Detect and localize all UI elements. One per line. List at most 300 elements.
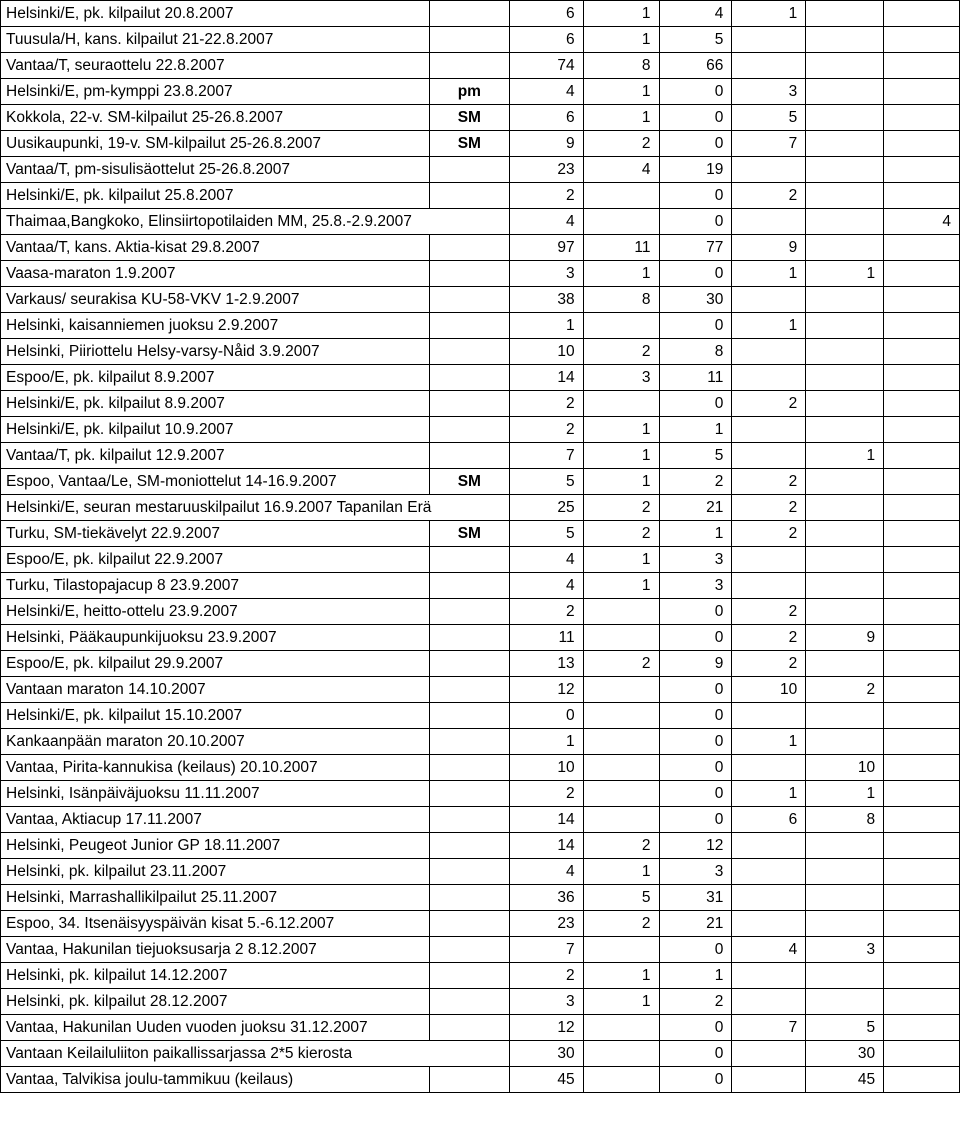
count-cell-e[interactable] (806, 183, 884, 209)
event-name-cell[interactable]: Helsinki/E, pk. kilpailut 15.10.2007 (1, 703, 430, 729)
count-cell-d[interactable]: 1 (732, 729, 806, 755)
count-cell-f[interactable] (884, 79, 960, 105)
count-cell-b[interactable] (583, 1067, 659, 1093)
count-cell-f[interactable] (884, 339, 960, 365)
championship-tag-cell[interactable] (429, 781, 509, 807)
championship-tag-cell[interactable] (429, 573, 509, 599)
count-cell-d[interactable]: 1 (732, 781, 806, 807)
championship-tag-cell[interactable] (429, 963, 509, 989)
event-name-cell[interactable]: Kokkola, 22-v. SM-kilpailut 25-26.8.2007 (1, 105, 430, 131)
count-cell-f[interactable] (884, 1067, 960, 1093)
count-cell-a[interactable]: 38 (509, 287, 583, 313)
count-cell-f[interactable] (884, 989, 960, 1015)
count-cell-d[interactable]: 2 (732, 521, 806, 547)
count-cell-c[interactable]: 0 (659, 105, 732, 131)
count-cell-e[interactable] (806, 729, 884, 755)
count-cell-c[interactable]: 0 (659, 209, 732, 235)
count-cell-a[interactable]: 14 (509, 807, 583, 833)
count-cell-f[interactable] (884, 391, 960, 417)
count-cell-c[interactable]: 2 (659, 469, 732, 495)
count-cell-b[interactable]: 1 (583, 443, 659, 469)
event-name-cell[interactable]: Helsinki, pk. kilpailut 14.12.2007 (1, 963, 430, 989)
count-cell-b[interactable]: 2 (583, 651, 659, 677)
count-cell-a[interactable]: 3 (509, 261, 583, 287)
event-name-cell[interactable]: Vantaa/T, kans. Aktia-kisat 29.8.2007 (1, 235, 430, 261)
count-cell-e[interactable] (806, 339, 884, 365)
count-cell-d[interactable] (732, 287, 806, 313)
count-cell-a[interactable]: 6 (509, 1, 583, 27)
count-cell-e[interactable] (806, 703, 884, 729)
count-cell-a[interactable]: 9 (509, 131, 583, 157)
count-cell-e[interactable] (806, 833, 884, 859)
count-cell-b[interactable] (583, 781, 659, 807)
count-cell-d[interactable] (732, 833, 806, 859)
count-cell-a[interactable]: 4 (509, 573, 583, 599)
count-cell-a[interactable]: 5 (509, 521, 583, 547)
championship-tag-cell[interactable] (429, 651, 509, 677)
count-cell-d[interactable] (732, 859, 806, 885)
count-cell-b[interactable]: 1 (583, 859, 659, 885)
count-cell-e[interactable]: 3 (806, 937, 884, 963)
count-cell-f[interactable] (884, 105, 960, 131)
championship-tag-cell[interactable] (429, 937, 509, 963)
count-cell-a[interactable]: 2 (509, 391, 583, 417)
count-cell-b[interactable] (583, 209, 659, 235)
count-cell-c[interactable]: 0 (659, 1015, 732, 1041)
championship-tag-cell[interactable] (429, 235, 509, 261)
event-name-cell[interactable]: Espoo/E, pk. kilpailut 29.9.2007 (1, 651, 430, 677)
event-name-cell[interactable]: Helsinki, pk. kilpailut 23.11.2007 (1, 859, 430, 885)
event-name-cell[interactable]: Espoo/E, pk. kilpailut 8.9.2007 (1, 365, 430, 391)
count-cell-d[interactable]: 4 (732, 937, 806, 963)
championship-tag-cell[interactable] (429, 547, 509, 573)
count-cell-d[interactable] (732, 209, 806, 235)
championship-tag-cell[interactable] (429, 1, 509, 27)
event-name-cell[interactable]: Helsinki/E, pk. kilpailut 10.9.2007 (1, 417, 430, 443)
count-cell-a[interactable]: 97 (509, 235, 583, 261)
count-cell-b[interactable] (583, 625, 659, 651)
count-cell-e[interactable] (806, 157, 884, 183)
count-cell-f[interactable] (884, 781, 960, 807)
count-cell-e[interactable] (806, 885, 884, 911)
count-cell-f[interactable] (884, 131, 960, 157)
event-name-cell[interactable]: Helsinki/E, pk. kilpailut 8.9.2007 (1, 391, 430, 417)
count-cell-c[interactable]: 0 (659, 937, 732, 963)
count-cell-c[interactable]: 0 (659, 183, 732, 209)
count-cell-a[interactable]: 7 (509, 937, 583, 963)
count-cell-f[interactable] (884, 755, 960, 781)
event-name-cell[interactable]: Helsinki/E, pm-kymppi 23.8.2007 (1, 79, 430, 105)
count-cell-e[interactable]: 8 (806, 807, 884, 833)
event-name-cell[interactable]: Vantaan maraton 14.10.2007 (1, 677, 430, 703)
count-cell-d[interactable]: 9 (732, 235, 806, 261)
championship-tag-cell[interactable] (429, 833, 509, 859)
count-cell-b[interactable]: 1 (583, 573, 659, 599)
count-cell-c[interactable]: 1 (659, 417, 732, 443)
championship-tag-cell[interactable] (429, 859, 509, 885)
count-cell-a[interactable]: 2 (509, 963, 583, 989)
count-cell-d[interactable] (732, 547, 806, 573)
count-cell-e[interactable] (806, 79, 884, 105)
count-cell-b[interactable]: 3 (583, 365, 659, 391)
championship-tag-cell[interactable] (429, 365, 509, 391)
count-cell-a[interactable]: 10 (509, 339, 583, 365)
count-cell-a[interactable]: 14 (509, 833, 583, 859)
count-cell-b[interactable]: 1 (583, 469, 659, 495)
count-cell-e[interactable] (806, 235, 884, 261)
count-cell-b[interactable]: 2 (583, 833, 659, 859)
count-cell-c[interactable]: 0 (659, 781, 732, 807)
count-cell-d[interactable]: 2 (732, 495, 806, 521)
count-cell-d[interactable] (732, 963, 806, 989)
count-cell-b[interactable] (583, 313, 659, 339)
count-cell-c[interactable]: 8 (659, 339, 732, 365)
championship-tag-cell[interactable] (429, 27, 509, 53)
count-cell-b[interactable]: 2 (583, 521, 659, 547)
count-cell-d[interactable] (732, 911, 806, 937)
count-cell-f[interactable] (884, 261, 960, 287)
count-cell-a[interactable]: 1 (509, 729, 583, 755)
championship-tag-cell[interactable]: SM (429, 469, 509, 495)
count-cell-f[interactable] (884, 703, 960, 729)
count-cell-d[interactable]: 7 (732, 1015, 806, 1041)
count-cell-e[interactable]: 5 (806, 1015, 884, 1041)
count-cell-e[interactable] (806, 313, 884, 339)
count-cell-b[interactable]: 1 (583, 27, 659, 53)
count-cell-f[interactable] (884, 885, 960, 911)
count-cell-f[interactable] (884, 235, 960, 261)
count-cell-f[interactable] (884, 365, 960, 391)
count-cell-a[interactable]: 11 (509, 625, 583, 651)
count-cell-e[interactable]: 30 (806, 1041, 884, 1067)
event-name-cell[interactable]: Helsinki/E, pk. kilpailut 20.8.2007 (1, 1, 430, 27)
count-cell-d[interactable] (732, 53, 806, 79)
event-name-cell[interactable]: Thaimaa,Bangkoko, Elinsiirtopotilaiden MM, 25.8.-2.9.2007 (1, 209, 510, 235)
count-cell-f[interactable] (884, 417, 960, 443)
count-cell-a[interactable]: 1 (509, 313, 583, 339)
count-cell-d[interactable] (732, 1041, 806, 1067)
count-cell-d[interactable] (732, 443, 806, 469)
event-name-cell[interactable]: Helsinki, Piiriottelu Helsy-varsy-Nåid 3.9.2007 (1, 339, 430, 365)
championship-tag-cell[interactable] (429, 53, 509, 79)
count-cell-d[interactable]: 2 (732, 183, 806, 209)
championship-tag-cell[interactable] (429, 391, 509, 417)
championship-tag-cell[interactable] (429, 625, 509, 651)
count-cell-d[interactable] (732, 989, 806, 1015)
count-cell-d[interactable] (732, 27, 806, 53)
count-cell-e[interactable] (806, 651, 884, 677)
count-cell-a[interactable]: 4 (509, 79, 583, 105)
count-cell-e[interactable] (806, 131, 884, 157)
count-cell-b[interactable]: 1 (583, 547, 659, 573)
count-cell-d[interactable] (732, 703, 806, 729)
count-cell-d[interactable] (732, 157, 806, 183)
count-cell-f[interactable] (884, 287, 960, 313)
count-cell-b[interactable]: 2 (583, 131, 659, 157)
event-name-cell[interactable]: Helsinki/E, pk. kilpailut 25.8.2007 (1, 183, 430, 209)
count-cell-f[interactable] (884, 547, 960, 573)
count-cell-e[interactable] (806, 859, 884, 885)
count-cell-d[interactable] (732, 1067, 806, 1093)
count-cell-c[interactable]: 0 (659, 1041, 732, 1067)
event-name-cell[interactable]: Uusikaupunki, 19-v. SM-kilpailut 25-26.8.2007 (1, 131, 430, 157)
championship-tag-cell[interactable] (429, 807, 509, 833)
count-cell-d[interactable]: 1 (732, 261, 806, 287)
count-cell-b[interactable]: 1 (583, 963, 659, 989)
count-cell-c[interactable]: 1 (659, 521, 732, 547)
count-cell-d[interactable]: 5 (732, 105, 806, 131)
count-cell-a[interactable]: 2 (509, 183, 583, 209)
count-cell-e[interactable] (806, 391, 884, 417)
count-cell-b[interactable] (583, 729, 659, 755)
count-cell-a[interactable]: 2 (509, 781, 583, 807)
count-cell-a[interactable]: 10 (509, 755, 583, 781)
count-cell-f[interactable] (884, 469, 960, 495)
event-name-cell[interactable]: Helsinki, Marrashallikilpailut 25.11.2007 (1, 885, 430, 911)
count-cell-d[interactable]: 2 (732, 625, 806, 651)
count-cell-e[interactable] (806, 1, 884, 27)
count-cell-f[interactable] (884, 183, 960, 209)
event-name-cell[interactable]: Vantaa, Hakunilan Uuden vuoden juoksu 31.12.2007 (1, 1015, 430, 1041)
count-cell-c[interactable]: 1 (659, 963, 732, 989)
event-name-cell[interactable]: Helsinki, Isänpäiväjuoksu 11.11.2007 (1, 781, 430, 807)
count-cell-b[interactable]: 8 (583, 53, 659, 79)
count-cell-a[interactable]: 5 (509, 469, 583, 495)
count-cell-e[interactable]: 9 (806, 625, 884, 651)
count-cell-d[interactable] (732, 573, 806, 599)
count-cell-a[interactable]: 23 (509, 157, 583, 183)
championship-tag-cell[interactable]: SM (429, 521, 509, 547)
count-cell-c[interactable]: 0 (659, 677, 732, 703)
count-cell-f[interactable] (884, 53, 960, 79)
count-cell-b[interactable]: 1 (583, 261, 659, 287)
count-cell-e[interactable] (806, 599, 884, 625)
event-name-cell[interactable]: Vantaan Keilailuliiton paikallissarjassa 2*5 kierosta (1, 1041, 510, 1067)
event-name-cell[interactable]: Varkaus/ seurakisa KU-58-VKV 1-2.9.2007 (1, 287, 430, 313)
championship-tag-cell[interactable] (429, 443, 509, 469)
count-cell-e[interactable] (806, 469, 884, 495)
count-cell-c[interactable]: 0 (659, 599, 732, 625)
count-cell-b[interactable] (583, 1041, 659, 1067)
count-cell-c[interactable]: 0 (659, 807, 732, 833)
event-name-cell[interactable]: Helsinki, kaisanniemen juoksu 2.9.2007 (1, 313, 430, 339)
count-cell-f[interactable] (884, 157, 960, 183)
championship-tag-cell[interactable] (429, 729, 509, 755)
count-cell-f[interactable] (884, 911, 960, 937)
count-cell-c[interactable]: 9 (659, 651, 732, 677)
championship-tag-cell[interactable] (429, 703, 509, 729)
count-cell-c[interactable]: 19 (659, 157, 732, 183)
count-cell-a[interactable]: 45 (509, 1067, 583, 1093)
count-cell-f[interactable] (884, 443, 960, 469)
event-name-cell[interactable]: Vantaa/T, pk. kilpailut 12.9.2007 (1, 443, 430, 469)
count-cell-b[interactable] (583, 703, 659, 729)
championship-tag-cell[interactable]: pm (429, 79, 509, 105)
count-cell-c[interactable]: 0 (659, 261, 732, 287)
count-cell-a[interactable]: 7 (509, 443, 583, 469)
count-cell-a[interactable]: 12 (509, 1015, 583, 1041)
count-cell-c[interactable]: 30 (659, 287, 732, 313)
count-cell-f[interactable] (884, 313, 960, 339)
event-name-cell[interactable]: Vantaa, Hakunilan tiejuoksusarja 2 8.12.2007 (1, 937, 430, 963)
count-cell-b[interactable]: 8 (583, 287, 659, 313)
count-cell-e[interactable]: 10 (806, 755, 884, 781)
event-name-cell[interactable]: Helsinki/E, seuran mestaruuskilpailut 16.9.2007 Tapanilan Erä (1, 495, 510, 521)
count-cell-e[interactable] (806, 963, 884, 989)
championship-tag-cell[interactable] (429, 677, 509, 703)
count-cell-f[interactable] (884, 1015, 960, 1041)
count-cell-a[interactable]: 0 (509, 703, 583, 729)
event-name-cell[interactable]: Espoo, 34. Itsenäisyyspäivän kisat 5.-6.12.2007 (1, 911, 430, 937)
count-cell-c[interactable]: 21 (659, 911, 732, 937)
count-cell-e[interactable]: 1 (806, 443, 884, 469)
event-name-cell[interactable]: Tuusula/H, kans. kilpailut 21-22.8.2007 (1, 27, 430, 53)
count-cell-a[interactable]: 13 (509, 651, 583, 677)
count-cell-c[interactable]: 11 (659, 365, 732, 391)
count-cell-c[interactable]: 12 (659, 833, 732, 859)
event-name-cell[interactable]: Turku, SM-tiekävelyt 22.9.2007 (1, 521, 430, 547)
event-name-cell[interactable]: Vantaa, Pirita-kannukisa (keilaus) 20.10.2007 (1, 755, 430, 781)
count-cell-c[interactable]: 0 (659, 131, 732, 157)
count-cell-b[interactable] (583, 755, 659, 781)
event-name-cell[interactable]: Kankaanpään maraton 20.10.2007 (1, 729, 430, 755)
count-cell-c[interactable]: 5 (659, 443, 732, 469)
event-name-cell[interactable]: Helsinki, Pääkaupunkijuoksu 23.9.2007 (1, 625, 430, 651)
count-cell-f[interactable] (884, 521, 960, 547)
count-cell-d[interactable]: 2 (732, 391, 806, 417)
count-cell-d[interactable]: 7 (732, 131, 806, 157)
championship-tag-cell[interactable]: SM (429, 131, 509, 157)
count-cell-a[interactable]: 30 (509, 1041, 583, 1067)
count-cell-b[interactable]: 2 (583, 339, 659, 365)
event-name-cell[interactable]: Vantaa, Aktiacup 17.11.2007 (1, 807, 430, 833)
count-cell-c[interactable]: 3 (659, 547, 732, 573)
count-cell-c[interactable]: 0 (659, 625, 732, 651)
count-cell-a[interactable]: 2 (509, 417, 583, 443)
count-cell-f[interactable] (884, 677, 960, 703)
count-cell-e[interactable] (806, 989, 884, 1015)
count-cell-e[interactable] (806, 417, 884, 443)
count-cell-f[interactable] (884, 599, 960, 625)
count-cell-d[interactable]: 10 (732, 677, 806, 703)
count-cell-f[interactable] (884, 833, 960, 859)
count-cell-d[interactable]: 1 (732, 1, 806, 27)
count-cell-c[interactable]: 0 (659, 703, 732, 729)
count-cell-c[interactable]: 3 (659, 859, 732, 885)
event-name-cell[interactable]: Espoo/E, pk. kilpailut 22.9.2007 (1, 547, 430, 573)
count-cell-f[interactable] (884, 859, 960, 885)
count-cell-f[interactable] (884, 27, 960, 53)
count-cell-e[interactable] (806, 521, 884, 547)
count-cell-c[interactable]: 0 (659, 313, 732, 339)
count-cell-b[interactable] (583, 1015, 659, 1041)
count-cell-f[interactable] (884, 651, 960, 677)
count-cell-e[interactable]: 1 (806, 781, 884, 807)
count-cell-f[interactable] (884, 573, 960, 599)
count-cell-f[interactable] (884, 963, 960, 989)
count-cell-c[interactable]: 77 (659, 235, 732, 261)
count-cell-c[interactable]: 31 (659, 885, 732, 911)
count-cell-e[interactable] (806, 53, 884, 79)
count-cell-d[interactable]: 2 (732, 469, 806, 495)
count-cell-c[interactable]: 21 (659, 495, 732, 521)
count-cell-a[interactable]: 4 (509, 209, 583, 235)
count-cell-d[interactable]: 3 (732, 79, 806, 105)
championship-tag-cell[interactable]: SM (429, 105, 509, 131)
count-cell-b[interactable]: 2 (583, 911, 659, 937)
championship-tag-cell[interactable] (429, 1067, 509, 1093)
event-name-cell[interactable]: Helsinki, pk. kilpailut 28.12.2007 (1, 989, 430, 1015)
count-cell-f[interactable] (884, 729, 960, 755)
count-cell-b[interactable] (583, 677, 659, 703)
count-cell-c[interactable]: 66 (659, 53, 732, 79)
count-cell-e[interactable] (806, 209, 884, 235)
count-cell-d[interactable] (732, 755, 806, 781)
count-cell-e[interactable] (806, 27, 884, 53)
count-cell-f[interactable]: 4 (884, 209, 960, 235)
count-cell-a[interactable]: 3 (509, 989, 583, 1015)
count-cell-e[interactable]: 2 (806, 677, 884, 703)
count-cell-b[interactable]: 11 (583, 235, 659, 261)
count-cell-a[interactable]: 14 (509, 365, 583, 391)
championship-tag-cell[interactable] (429, 287, 509, 313)
event-name-cell[interactable]: Vantaa/T, pm-sisulisäottelut 25-26.8.2007 (1, 157, 430, 183)
count-cell-b[interactable]: 2 (583, 495, 659, 521)
count-cell-a[interactable]: 6 (509, 27, 583, 53)
event-name-cell[interactable]: Espoo, Vantaa/Le, SM-moniottelut 14-16.9.2007 (1, 469, 430, 495)
count-cell-f[interactable] (884, 937, 960, 963)
count-cell-a[interactable]: 74 (509, 53, 583, 79)
championship-tag-cell[interactable] (429, 417, 509, 443)
championship-tag-cell[interactable] (429, 261, 509, 287)
count-cell-f[interactable] (884, 1041, 960, 1067)
count-cell-b[interactable]: 5 (583, 885, 659, 911)
championship-tag-cell[interactable] (429, 885, 509, 911)
count-cell-c[interactable]: 0 (659, 755, 732, 781)
count-cell-a[interactable]: 25 (509, 495, 583, 521)
count-cell-d[interactable] (732, 885, 806, 911)
count-cell-c[interactable]: 2 (659, 989, 732, 1015)
count-cell-b[interactable] (583, 183, 659, 209)
count-cell-c[interactable]: 3 (659, 573, 732, 599)
championship-tag-cell[interactable] (429, 755, 509, 781)
count-cell-b[interactable]: 1 (583, 1, 659, 27)
count-cell-b[interactable] (583, 391, 659, 417)
count-cell-e[interactable] (806, 365, 884, 391)
count-cell-b[interactable]: 1 (583, 417, 659, 443)
event-name-cell[interactable]: Vantaa/T, seuraottelu 22.8.2007 (1, 53, 430, 79)
championship-tag-cell[interactable] (429, 599, 509, 625)
count-cell-c[interactable]: 0 (659, 391, 732, 417)
championship-tag-cell[interactable] (429, 313, 509, 339)
count-cell-b[interactable] (583, 807, 659, 833)
event-name-cell[interactable]: Helsinki/E, heitto-ottelu 23.9.2007 (1, 599, 430, 625)
count-cell-a[interactable]: 12 (509, 677, 583, 703)
count-cell-d[interactable]: 2 (732, 599, 806, 625)
event-name-cell[interactable]: Helsinki, Peugeot Junior GP 18.11.2007 (1, 833, 430, 859)
count-cell-b[interactable]: 1 (583, 105, 659, 131)
count-cell-d[interactable] (732, 417, 806, 443)
count-cell-a[interactable]: 23 (509, 911, 583, 937)
count-cell-d[interactable]: 6 (732, 807, 806, 833)
count-cell-a[interactable]: 4 (509, 859, 583, 885)
count-cell-e[interactable] (806, 495, 884, 521)
count-cell-d[interactable] (732, 339, 806, 365)
count-cell-c[interactable]: 4 (659, 1, 732, 27)
count-cell-f[interactable] (884, 625, 960, 651)
count-cell-e[interactable] (806, 105, 884, 131)
event-name-cell[interactable]: Turku, Tilastopajacup 8 23.9.2007 (1, 573, 430, 599)
